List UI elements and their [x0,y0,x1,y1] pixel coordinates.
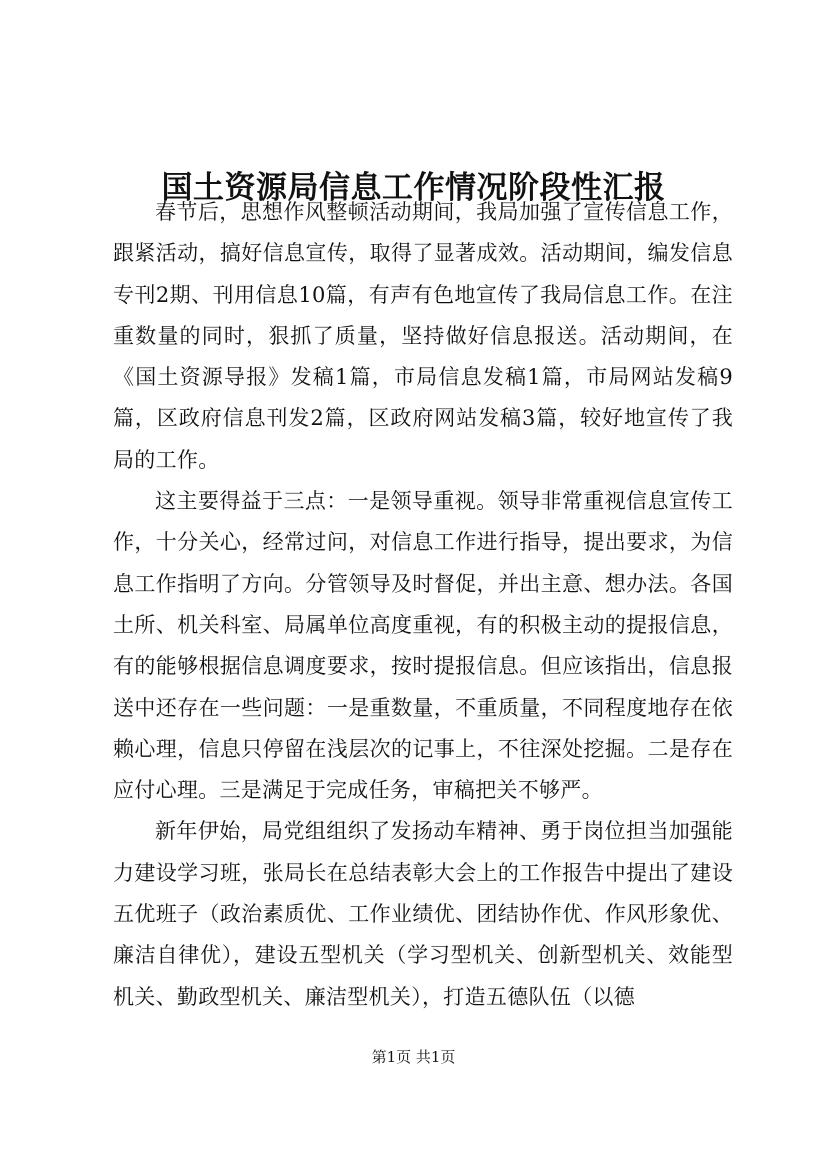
paragraph-3: 新年伊始，局党组组织了发扬动车精神、勇于岗位担当加强能力建设学习班，张局长在总结表彰大会上的工作报告中提出了建设五优班子（政治素质优、工作业绩优、团结协作优、作风形象优、廉洁自律优），建设五型机关（学习型机关、创新型机关、效能型机关、勤政型机关、廉洁型机关），打造五德队伍（以德 [113,819,733,1009]
document-body [113,192,733,1018]
document-title: 国土资源局信息工作情况阶段性汇报 [161,169,666,206]
paragraph-1: 春节后，思想作风整顿活动期间，我局加强了宣传信息工作，跟紧活动，搞好信息宣传，取得了显著成效。活动期间，编发信息专刊2期、刊用信息10篇，有声有色地宣传了我局信息工作。在注重数量的同时，狠抓了质量，坚持做好信息报送。活动期间，在《国土资源导报》发稿1篇，市局信息发稿1篇，市局网站发稿9篇，区政府信息刊发2篇，区政府网站发稿3篇，较好地宣传了我局的工作。 [113,200,733,472]
paragraph-2: 这主要得益于三点：一是领导重视。领导非常重视信息宣传工作，十分关心，经常过问，对信息工作进行指导，提出要求，为信息工作指明了方向。分管领导及时督促，并出主意、想办法。各国土所、机关科室、局属单位高度重视，有的积极主动的提报信息，有的能够根据信息调度要求，按时提报信息。但应该指出，信息报送中还存在一些问题：一是重数量，不重质量，不同程度地存在依赖心理，信息只停留在浅层次的记事上，不往深处挖掘。二是存在应付心理。三是满足于完成任务，审稿把关不够严。 [113,489,733,803]
page-footer: 第1页 共1页 [371,1048,456,1066]
